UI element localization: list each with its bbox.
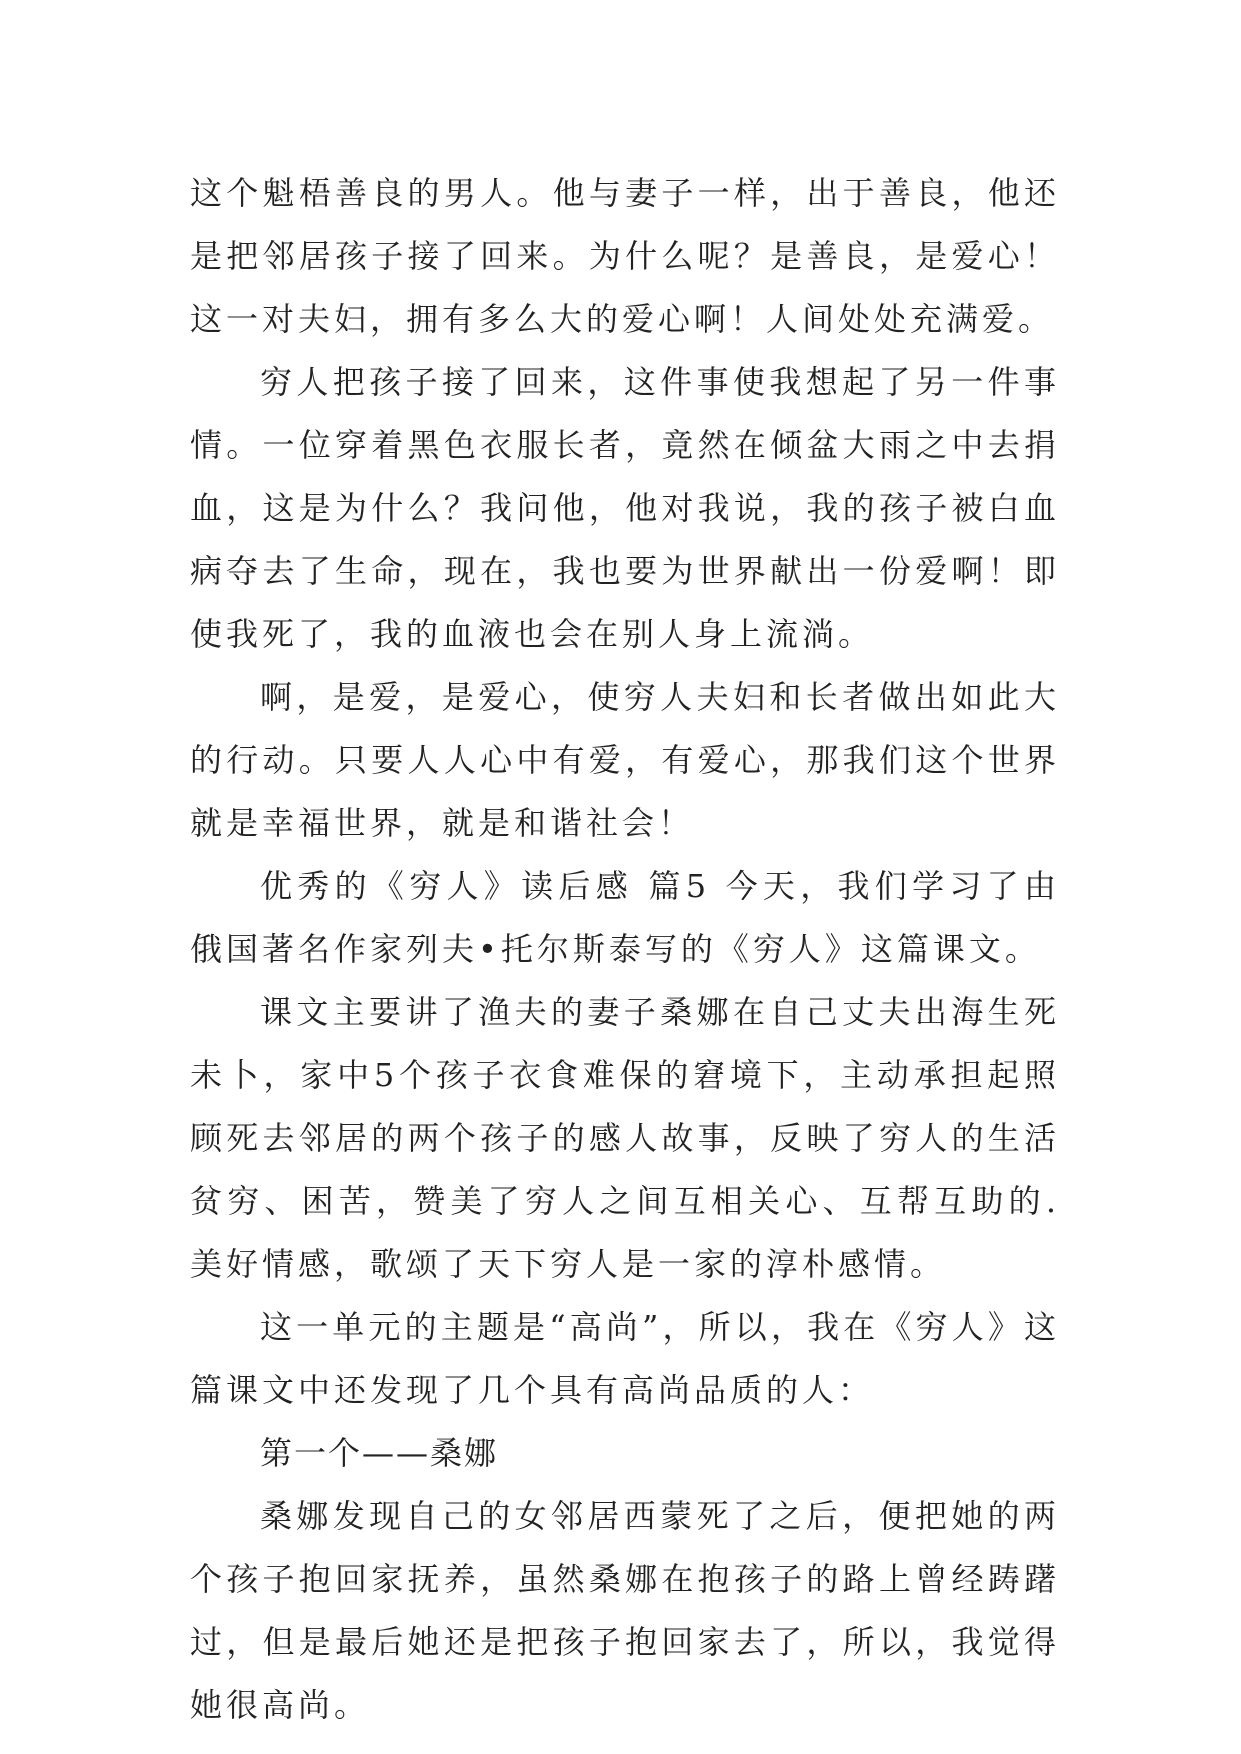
paragraph-blood-donation: 穷人把孩子接了回来，这件事使我想起了另一件事情。一位穿着黑色衣服长者，竟然在倾盆大雨之中去捐血，这是为什么？我问他，他对我说，我的孩子被白血病夺去了生命，现在，我也要为世界献出一份爱啊！即使我死了，我的血液也会在别人身上流淌。 [190,363,1060,653]
paragraph-continuation: 这个魁梧善良的男人。他与妻子一样，出于善良，他还是把邻居孩子接了回来。为什么呢？是善良，是爱心！这一对夫妇，拥有多么大的爱心啊！人间处处充满爱。 [190,174,1060,338]
paragraph-love: 啊，是爱，是爱心，使穷人夫妇和长者做出如此大的行动。只要人人心中有爱，有爱心，那我们这个世界就是幸福世界，就是和谐社会！ [190,678,1060,842]
paragraph-sangna: 桑娜发现自己的女邻居西蒙死了之后，便把她的两个孩子抱回家抚养，虽然桑娜在抱孩子的路上曾经踌躇过，但是最后她还是把孩子抱回家去了，所以，我觉得她很高尚。 [190,1497,1060,1724]
paragraph-section-5-intro: 优秀的《穷人》读后感 篇5 今天，我们学习了由俄国著名作家列夫•托尔斯泰写的《穷人》这篇课文。 [190,867,1060,968]
paragraph-theme: 这一单元的主题是“高尚”，所以，我在《穷人》这篇课文中还发现了几个具有高尚品质的人： [190,1308,1060,1409]
paragraph-summary: 课文主要讲了渔夫的妻子桑娜在自己丈夫出海生死未卜，家中5个孩子衣食难保的窘境下，主动承担起照顾死去邻居的两个孩子的感人故事，反映了穷人的生活贫穷、困苦，赞美了穷人之间互相关心、互帮互助的.美好情感，歌颂了天下穷人是一家的淳朴感情。 [190,993,1060,1283]
body-text [190,162,1060,1737]
subheading-first-person: 第一个——桑娜 [260,1434,499,1472]
